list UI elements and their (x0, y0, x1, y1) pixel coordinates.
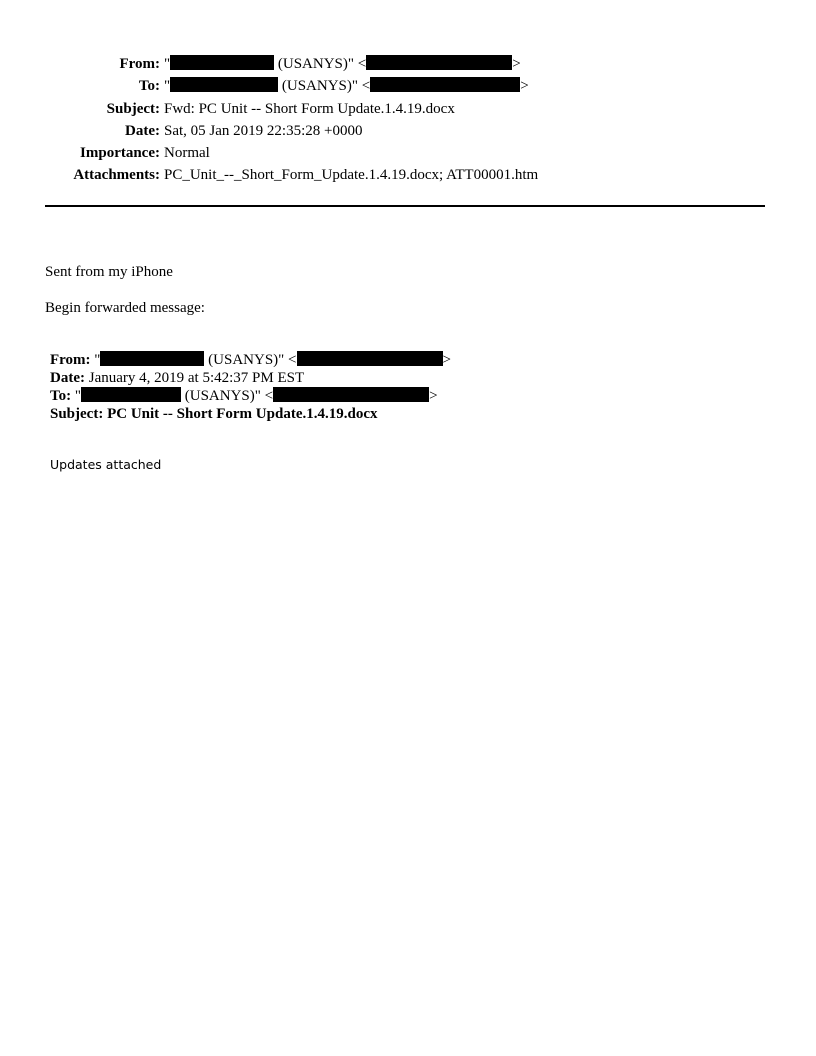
date-label: Date: (125, 122, 160, 139)
importance-value: Normal (164, 145, 210, 162)
redaction-box (170, 77, 278, 92)
redaction-box (81, 387, 181, 402)
subject-label: Subject: (106, 100, 160, 117)
header-date-row (0, 120, 816, 142)
to-close: > (520, 78, 529, 95)
importance-label: Importance: (80, 145, 160, 162)
redaction-box (170, 55, 274, 70)
redaction-box (273, 387, 429, 402)
forwarded-to-label: To: (50, 388, 72, 404)
forwarded-to-quote: " (71, 388, 81, 404)
sent-from-text: Sent from my iPhone (45, 264, 173, 280)
forwarded-from-suffix: (USANYS)" < (204, 352, 297, 368)
forwarded-from-line (50, 351, 451, 370)
forwarded-to-close: > (429, 388, 438, 404)
from-close: > (512, 56, 521, 72)
to-label: To: (138, 78, 160, 95)
begin-forwarded-text: Begin forwarded message: (45, 300, 205, 316)
forwarded-from-label: From: (50, 352, 91, 368)
forwarded-from-close: > (442, 352, 451, 368)
forwarded-header (50, 351, 451, 423)
to-quote: " (164, 78, 171, 95)
forwarded-date-value: January 4, 2019 at 5:42:37 PM EST (84, 369, 305, 386)
header-subject-row (0, 98, 816, 120)
attachments-value: PC_Unit_--_Short_Form_Update.1.4.19.docx; ATT00001.htm (164, 167, 539, 184)
forwarded-to-line (50, 387, 451, 406)
redaction-box (100, 351, 204, 366)
forwarded-date-label: Date: (50, 369, 85, 386)
forwarded-subject-label: Subject: (50, 405, 104, 422)
from-quote: " (164, 56, 171, 72)
forwarded-subject-value: PC Unit -- Short Form Update.1.4.19.docx (103, 405, 378, 422)
from-label: From: (119, 56, 160, 72)
to-value (160, 75, 529, 97)
forwarded-message-body: Updates attached (50, 457, 162, 472)
from-value (160, 53, 521, 75)
redaction-box (370, 77, 520, 92)
forwarded-date-line (50, 370, 451, 388)
forwarded-to-suffix: (USANYS)" < (181, 388, 274, 404)
redaction-box (366, 55, 512, 70)
date-value: Sat, 05 Jan 2019 22:35:28 +0000 (164, 122, 363, 139)
from-name-suffix: (USANYS)" < (274, 56, 367, 72)
email-header (0, 53, 816, 187)
to-name-suffix: (USANYS)" < (278, 78, 371, 95)
subject-value: Fwd: PC Unit -- Short Form Update.1.4.19.docx (164, 100, 455, 117)
header-to-row (0, 75, 816, 97)
redaction-box (297, 351, 443, 366)
forwarded-subject-line (50, 406, 451, 424)
attachments-label: Attachments: (73, 167, 160, 184)
header-divider (45, 205, 765, 207)
header-from-row (0, 53, 816, 75)
header-attachments-row (0, 164, 816, 186)
header-importance-row (0, 142, 816, 164)
forwarded-from-quote: " (90, 352, 101, 368)
